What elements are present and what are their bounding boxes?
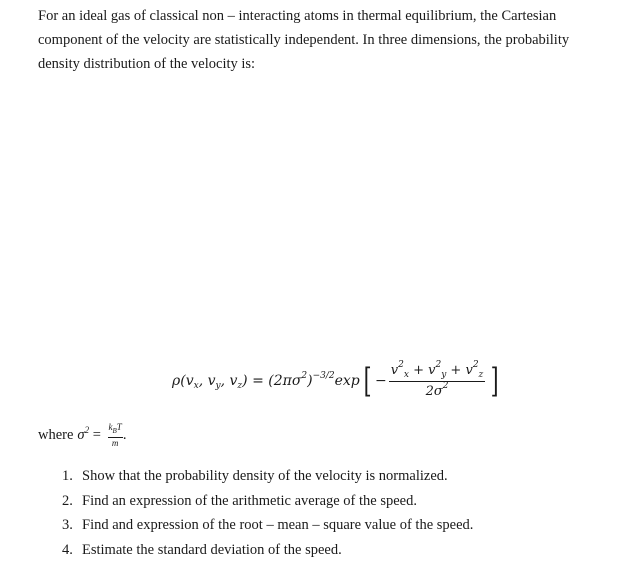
sigma-square: 2: [301, 371, 308, 381]
b-sub: B: [112, 426, 117, 435]
item-text: Show that the probability density of the velocity is normalized.: [82, 468, 448, 484]
comma-vz: , v: [220, 373, 238, 389]
fraction-denominator: [426, 382, 449, 400]
sub-x: x: [193, 381, 199, 391]
minus-sign: −: [375, 373, 387, 389]
list-item: [62, 464, 473, 489]
equation-lhs: [172, 373, 360, 389]
item-number: 2.: [62, 492, 73, 509]
item-text: Estimate the standard deviation of the speed.: [82, 541, 342, 558]
list-item: [62, 513, 473, 538]
kbt-numerator: [108, 422, 123, 438]
prefactor-exponent: −3/2: [312, 371, 335, 381]
kbt-over-m-fraction: [108, 422, 123, 449]
v-symbol: v: [390, 362, 399, 378]
m-denominator: m: [111, 437, 119, 448]
close-bracket: ]: [490, 361, 499, 401]
sigma-definition: [38, 422, 126, 449]
plus-vz: + v: [446, 362, 473, 378]
list-item: [62, 538, 473, 563]
sigma-sq: 2: [84, 424, 90, 435]
intro-paragraph: For an ideal gas of classical non – interacting atoms in thermal equilibrium, the Cartesian component of the velocity are statistically independent. In three dimensions, the probability density distribution of the velocity is:: [38, 8, 570, 72]
two-sigma: 2σ: [425, 383, 443, 399]
sub-z: z: [237, 381, 243, 391]
num-sub-x: x: [403, 369, 409, 380]
sigma-char: σ: [77, 426, 85, 443]
num-sub-z: z: [478, 369, 484, 380]
t-char: T: [116, 422, 122, 432]
equals-prefactor: ) = (2πσ: [242, 373, 302, 389]
k-char: k: [108, 422, 113, 432]
prefactor-close: ): [307, 373, 313, 389]
item-number: 1.: [62, 468, 73, 484]
item-text: Find and expression of the root – mean – square value of the speed.: [82, 517, 474, 533]
item-number: 3.: [62, 517, 73, 533]
equals-sign: =: [89, 426, 105, 443]
where-word: where: [38, 426, 74, 443]
sq-3: 2: [472, 359, 479, 370]
sq-1: 2: [398, 359, 404, 370]
sub-y: y: [215, 381, 221, 391]
exponent-fraction: [389, 359, 486, 400]
den-sq: 2: [442, 380, 449, 391]
open-bracket: [: [363, 361, 372, 401]
sigma-symbol: [77, 424, 90, 444]
item-text: Find an expression of the arithmetic average of the speed.: [82, 492, 417, 509]
plus-vy: + v: [408, 362, 436, 378]
comma-vy: , v: [198, 373, 216, 389]
fraction-numerator: [389, 359, 486, 382]
num-sub-y: y: [441, 369, 447, 380]
probability-density-equation: [172, 358, 503, 404]
sq-2: 2: [435, 359, 442, 370]
period: .: [122, 426, 127, 443]
exp-function: exp: [334, 373, 360, 389]
rho-symbol: ρ(v: [172, 373, 194, 389]
item-number: 4.: [62, 541, 73, 558]
list-item: [62, 489, 473, 514]
task-list: [62, 464, 473, 562]
